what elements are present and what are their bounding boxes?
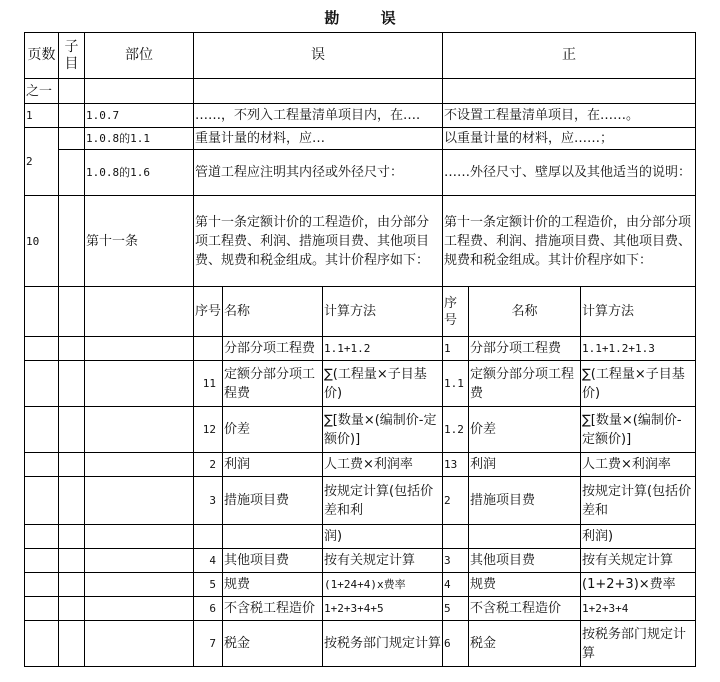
item-name: 利润 [469,453,581,477]
item-row [25,407,696,453]
item-name: 税金 [469,621,581,667]
cell-right: 第十一条定额计价的工程造价，由分部分项工程费、利润、措施项目费、其他项目费、规费和税金组成。其计价程序如下： [443,196,696,287]
item-no [443,525,469,549]
item-row [25,525,696,549]
item-no: 1.1 [443,361,469,407]
item-method: 按有关规定计算 [581,549,696,573]
item-name: 措施项目费 [469,477,581,525]
cell-page: 1 [25,104,59,128]
item-no: 7 [194,621,223,667]
item-no: 1.2 [443,407,469,453]
item-method: 按有关规定计算 [323,549,443,573]
cell-part: 1.0.8的1.6 [85,150,194,196]
wrong-col-method: 计算方法 [323,287,443,337]
item-no: 11 [194,361,223,407]
item-name: 不含税工程造价 [469,597,581,621]
row-zhiyi [25,79,696,104]
cell-zhiyi: 之一 [25,79,59,104]
item-name [223,525,323,549]
wrong-col-name: 名称 [223,287,323,337]
cell-wrong: 重量计量的材料，应… [194,128,443,150]
item-name: 规费 [223,573,323,597]
cell-wrong: 第十一条定额计价的工程造价，由分部分项工程费、利润、措施项目费、其他项目费、规费和税金组成。其计价程序如下： [194,196,443,287]
item-method: 1.1+1.2 [323,337,443,361]
item-method: 人工费×利润率 [581,453,696,477]
item-method: 利润) [581,525,696,549]
item-row [25,549,696,573]
row-page-10 [25,196,696,287]
item-no: 6 [194,597,223,621]
item-row [25,573,696,597]
header-sub: 子目 [59,33,85,79]
item-row [25,597,696,621]
header-part: 部位 [85,33,194,79]
item-name: 其他项目费 [223,549,323,573]
item-no [194,525,223,549]
cell-right: 不设置工程量清单项目，在……。 [443,104,696,128]
item-row [25,477,696,525]
item-no [194,337,223,361]
item-no: 5 [443,597,469,621]
item-method: 1+2+3+4+5 [323,597,443,621]
item-no: 13 [443,453,469,477]
item-row [25,453,696,477]
item-method: 按规定计算(包括价差和 [581,477,696,525]
item-method: 人工费×利润率 [323,453,443,477]
right-col-name: 名称 [469,287,581,337]
item-method: ∑(工程量×子目基价) [581,361,696,407]
header-wrong: 误 [194,33,443,79]
item-no: 5 [194,573,223,597]
item-name: 价差 [223,407,323,453]
item-row [25,337,696,361]
item-name: 其他项目费 [469,549,581,573]
item-no: 4 [443,573,469,597]
item-name: 分部分项工程费 [469,337,581,361]
row-page-2a [25,128,696,150]
header-right: 正 [443,33,696,79]
item-name: 分部分项工程费 [223,337,323,361]
cell-wrong: 管道工程应注明其内径或外径尺寸： [194,150,443,196]
item-name: 不含税工程造价 [223,597,323,621]
item-method: 按规定计算(包括价差和利 [323,477,443,525]
item-method: 按税务部门规定计算 [581,621,696,667]
cell-wrong: ……，不列入工程量清单项目内，在…. [194,104,443,128]
item-no: 3 [194,477,223,525]
item-method: ∑[数量×(编制价-定额价)] [581,407,696,453]
item-no: 2 [443,477,469,525]
item-name: 定额分部分项工程费 [223,361,323,407]
item-name: 税金 [223,621,323,667]
item-name: 定额分部分项工程费 [469,361,581,407]
item-no: 2 [194,453,223,477]
right-col-no: 序号 [443,287,469,337]
cell-page: 10 [25,196,59,287]
item-name: 利润 [223,453,323,477]
header-page: 页数 [25,33,59,79]
cell-part: 1.0.7 [85,104,194,128]
row-page-2b [25,150,696,196]
right-col-method: 计算方法 [581,287,696,337]
item-no: 1 [443,337,469,361]
item-method: (1+24+4)x费率 [323,573,443,597]
item-method: 按税务部门规定计算 [323,621,443,667]
item-no: 6 [443,621,469,667]
errata-table [24,32,696,667]
wrong-col-no: 序号 [194,287,223,337]
item-name: 措施项目费 [223,477,323,525]
cell-right: ……外径尺寸、壁厚以及其他适当的说明： [443,150,696,196]
item-method: (1+2+3)×费率 [581,573,696,597]
item-no: 3 [443,549,469,573]
header-row [25,33,696,79]
row-page-1 [25,104,696,128]
cell-page: 2 [25,128,59,196]
item-no: 12 [194,407,223,453]
item-name: 价差 [469,407,581,453]
item-method: 1+2+3+4 [581,597,696,621]
item-method: 1.1+1.2+1.3 [581,337,696,361]
item-method: ∑(工程量×子目基价) [323,361,443,407]
cell-right: 以重量计量的材料，应……； [443,128,696,150]
cell-part: 第十一条 [85,196,194,287]
item-row [25,361,696,407]
item-method: ∑[数量×(编制价-定额价)] [323,407,443,453]
item-no: 4 [194,549,223,573]
item-name: 规费 [469,573,581,597]
cell-part: 1.0.8的1.1 [85,128,194,150]
page-title: 勘 误 [324,9,414,27]
item-row [25,621,696,667]
item-method: 润) [323,525,443,549]
row-subheader [25,287,696,337]
item-name [469,525,581,549]
